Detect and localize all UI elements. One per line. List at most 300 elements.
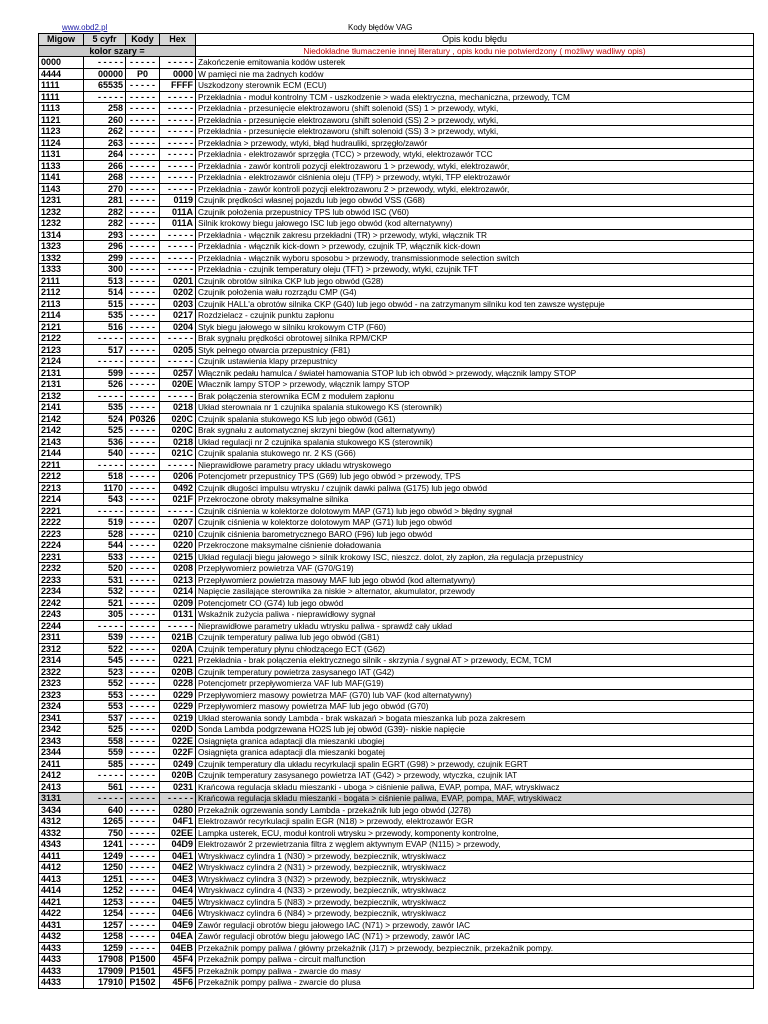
cell-kody: - - - - - <box>126 172 160 184</box>
table-row <box>39 839 754 851</box>
cell-5-cyfr: 531 <box>84 574 126 586</box>
table-row <box>39 609 754 621</box>
cell-5-cyfr: 518 <box>84 471 126 483</box>
cell-hex: - - - - - <box>160 137 196 149</box>
cell-migow: 4432 <box>39 931 84 943</box>
table-row <box>39 896 754 908</box>
table-row <box>39 931 754 943</box>
table-row <box>39 287 754 299</box>
cell-opis: Uszkodzony sterownik ECM (ECU) <box>196 80 754 92</box>
cell-opis: Przekładnia - zawór kontroli pozycji elektrozaworu 2 > przewody, wtyki, elektrozawór, <box>196 183 754 195</box>
cell-migow: 2323 <box>39 678 84 690</box>
cell-kody: - - - - - <box>126 425 160 437</box>
document-title: Kody błędów VAG <box>348 23 413 32</box>
cell-hex: - - - - - <box>160 114 196 126</box>
cell-opis: Czujnik obrotów silnika CKP lub jego obwód (G28) <box>196 275 754 287</box>
cell-migow: 2142 <box>39 425 84 437</box>
cell-hex: - - - - - <box>160 505 196 517</box>
cell-opis: Czujnik temperatury dla układu recyrkulacji spalin EGRT (G98) > przewody, czujnik EGRT <box>196 758 754 770</box>
cell-opis: Przepływomierz masowy powietrza MAF (G70) lub VAF (kod alternatywny) <box>196 689 754 701</box>
cell-kody: - - - - - <box>126 252 160 264</box>
cell-kody: - - - - - <box>126 689 160 701</box>
cell-opis: Przekładnia - moduł kontrolny TCM - uszkodzenie > wada elektryczna, mechaniczna, przewody, TCM <box>196 91 754 103</box>
cell-5-cyfr: 1265 <box>84 816 126 828</box>
cell-5-cyfr: 535 <box>84 310 126 322</box>
cell-kody: - - - - - <box>126 218 160 230</box>
cut-off-row <box>38 1020 753 1024</box>
cell-migow: 2243 <box>39 609 84 621</box>
cell-kody: - - - - - <box>126 183 160 195</box>
table-row <box>39 574 754 586</box>
cell-hex: 0229 <box>160 701 196 713</box>
column-header-opis: Opis kodu błędu <box>196 34 754 46</box>
cell-migow: 2112 <box>39 287 84 299</box>
cell-5-cyfr: 299 <box>84 252 126 264</box>
cell-hex: 020C <box>160 425 196 437</box>
cell-migow: 2312 <box>39 643 84 655</box>
cell-hex: 0492 <box>160 482 196 494</box>
cell-migow: 2413 <box>39 781 84 793</box>
table-row <box>39 80 754 92</box>
error-codes-table <box>38 33 754 989</box>
cell-opis: Przekładnia - włącznik wyboru sposobu > przewody, transmissionmode selection switch <box>196 252 754 264</box>
table-row <box>39 528 754 540</box>
cell-migow: 4413 <box>39 873 84 885</box>
cell-migow: 1121 <box>39 114 84 126</box>
cell-opis: Wskaźnik zużycia paliwa - nieprawidłowy sygnał <box>196 609 754 621</box>
cell-5-cyfr: 522 <box>84 643 126 655</box>
cell-5-cyfr: 537 <box>84 712 126 724</box>
cell-opis: Rozdzielacz - czujnik punktu zapłonu <box>196 310 754 322</box>
cell-kody: P1500 <box>126 954 160 966</box>
cell-opis: Przepływomierz powietrza VAF (G70/G19) <box>196 563 754 575</box>
cell-migow: 1123 <box>39 126 84 138</box>
cell-opis: Sonda Lambda podgrzewana HO2S lub jej obwód (G39)- niskie napięcie <box>196 724 754 736</box>
cell-5-cyfr: - - - - - <box>84 770 126 782</box>
cell-migow: 2221 <box>39 505 84 517</box>
cell-hex: - - - - - <box>160 620 196 632</box>
cell-5-cyfr: 17910 <box>84 977 126 989</box>
cell-migow: 2113 <box>39 298 84 310</box>
cell-opis: Przekładnia > przewody, wtyki, błąd hudrauliki, sprzęgło/zawór <box>196 137 754 149</box>
cell-5-cyfr: 519 <box>84 517 126 529</box>
cell-hex: 020A <box>160 643 196 655</box>
cell-5-cyfr: 640 <box>84 804 126 816</box>
cell-5-cyfr: 1249 <box>84 850 126 862</box>
table-row <box>39 770 754 782</box>
table-row <box>39 701 754 713</box>
cell-5-cyfr: 539 <box>84 632 126 644</box>
cell-hex: - - - - - <box>160 459 196 471</box>
cell-hex: 04E5 <box>160 896 196 908</box>
cell-5-cyfr: 599 <box>84 367 126 379</box>
table-row <box>39 126 754 138</box>
cell-opis: Osiągnięta granica adaptacji dla mieszanki bogatej <box>196 747 754 759</box>
cell-opis: Czujnik temperatury paliwa lub jego obwód (G81) <box>196 632 754 644</box>
cell-kody: - - - - - <box>126 655 160 667</box>
cell-5-cyfr: - - - - - <box>84 57 126 69</box>
cell-migow: 2233 <box>39 574 84 586</box>
cell-migow: 2242 <box>39 597 84 609</box>
table-row <box>39 333 754 345</box>
table-row <box>39 977 754 989</box>
legend-warning: Niedokładne tłumaczenie innej literatury , opis kodu nie potwierdzony ( możliwy wadliwy opis) <box>196 45 754 57</box>
cell-kody: - - - - - <box>126 264 160 276</box>
cell-kody: - - - - - <box>126 574 160 586</box>
table-row <box>39 68 754 80</box>
cell-migow: 1231 <box>39 195 84 207</box>
cell-5-cyfr: 1170 <box>84 482 126 494</box>
cell-kody: - - - - - <box>126 436 160 448</box>
cell-5-cyfr: 262 <box>84 126 126 138</box>
cell-5-cyfr: 553 <box>84 701 126 713</box>
cell-5-cyfr: 525 <box>84 425 126 437</box>
cell-kody: - - - - - <box>126 551 160 563</box>
cell-opis: Czujnik ciśnienia barometrycznego BARO (F96) lub jego obwód <box>196 528 754 540</box>
cell-migow: 2111 <box>39 275 84 287</box>
cell-migow: 2143 <box>39 436 84 448</box>
cell-kody: - - - - - <box>126 896 160 908</box>
cell-hex: 04E3 <box>160 873 196 885</box>
cell-opis: Styk pełnego otwarcia przepustnicy (F81) <box>196 344 754 356</box>
table-row <box>39 908 754 920</box>
cell-migow: 1133 <box>39 160 84 172</box>
cell-kody: - - - - - <box>126 482 160 494</box>
table-row <box>39 356 754 368</box>
cell-kody: - - - - - <box>126 885 160 897</box>
cell-migow: 2322 <box>39 666 84 678</box>
table-row <box>39 402 754 414</box>
cell-5-cyfr: 17909 <box>84 965 126 977</box>
table-row <box>39 298 754 310</box>
cell-migow: 2142 <box>39 413 84 425</box>
cell-kody: - - - - - <box>126 724 160 736</box>
cell-migow: 1232 <box>39 218 84 230</box>
table-row <box>39 379 754 391</box>
cell-opis: Układ regulacji biegu jałowego > silnik krokowy ISC, nieszcz. dolot, zły zapłon, zła regulacja przepustnicy <box>196 551 754 563</box>
cell-migow: 2222 <box>39 517 84 529</box>
cell-kody: - - - - - <box>126 126 160 138</box>
cell-hex: - - - - - <box>160 172 196 184</box>
cell-opis: Brak sygnału z automatycznej skrzyni biegów (kod alternatywny) <box>196 425 754 437</box>
table-row <box>39 597 754 609</box>
table-row <box>39 540 754 552</box>
cell-5-cyfr: 533 <box>84 551 126 563</box>
cell-5-cyfr: 520 <box>84 563 126 575</box>
cell-kody: - - - - - <box>126 229 160 241</box>
cell-migow: 4421 <box>39 896 84 908</box>
cell-hex: 0202 <box>160 287 196 299</box>
cell-opis: Potencjometr przepustnicy TPS (G69) lub jego obwód > przewody, TPS <box>196 471 754 483</box>
cell-hex: 0221 <box>160 655 196 667</box>
cell-migow: 2231 <box>39 551 84 563</box>
table-row <box>39 735 754 747</box>
cell-migow: 2132 <box>39 390 84 402</box>
cell-kody: - - - - - <box>126 160 160 172</box>
cell-kody: - - - - - <box>126 149 160 161</box>
table-row <box>39 160 754 172</box>
cell-5-cyfr: 1257 <box>84 919 126 931</box>
cell-opis: Napięcie zasilające sterownika za niskie > alternator, akumulator, przewody <box>196 586 754 598</box>
table-row <box>39 643 754 655</box>
cell-5-cyfr: - - - - - <box>84 505 126 517</box>
cell-5-cyfr: 552 <box>84 678 126 690</box>
cell-opis: Nieprawidłowe parametry układu wtrysku paliwa - sprawdź cały układ <box>196 620 754 632</box>
cell-migow: 1131 <box>39 149 84 161</box>
table-row <box>39 103 754 115</box>
cell-hex: - - - - - <box>160 91 196 103</box>
cell-kody: - - - - - <box>126 333 160 345</box>
table-row <box>39 310 754 322</box>
cell-opis: Czujnik temperatury powietrza zasysanego IAT (G42) <box>196 666 754 678</box>
cell-hex: - - - - - <box>160 241 196 253</box>
legend-row <box>39 45 754 57</box>
cell-5-cyfr: 528 <box>84 528 126 540</box>
cell-migow: 4433 <box>39 954 84 966</box>
cell-migow: 1232 <box>39 206 84 218</box>
table-row <box>39 620 754 632</box>
cell-kody: P0326 <box>126 413 160 425</box>
cell-5-cyfr: 266 <box>84 160 126 172</box>
cell-migow: 1332 <box>39 252 84 264</box>
cell-migow: 2212 <box>39 471 84 483</box>
column-header-migow: Migow <box>39 34 84 46</box>
cell-migow: 2121 <box>39 321 84 333</box>
cell-opis: Czujnik prędkości własnej pojazdu lub jego obwód VSS (G68) <box>196 195 754 207</box>
cell-migow: 4414 <box>39 885 84 897</box>
cell-hex: - - - - - <box>160 229 196 241</box>
cell-opis: Wtryskiwacz cylindra 4 (N33) > przewody, bezpiecznik, wtryskiwacz <box>196 885 754 897</box>
cell-hex: 0208 <box>160 563 196 575</box>
cell-migow: 0000 <box>39 57 84 69</box>
cell-5-cyfr: 293 <box>84 229 126 241</box>
cell-5-cyfr: 544 <box>84 540 126 552</box>
cell-opis: Czujnik temperatury płynu chłodzącego ECT (G62) <box>196 643 754 655</box>
cell-opis: Przekroczone obroty maksymalne silnika <box>196 494 754 506</box>
cell-hex: - - - - - <box>160 264 196 276</box>
cell-opis: Przekładnia - czujnik temperatury oleju (TFT) > przewody, wtyki, czujnik TFT <box>196 264 754 276</box>
cell-kody: - - - - - <box>126 321 160 333</box>
cell-opis: Układ sterownaia nr 1 czujnika spalania stukowego KS (sterownik) <box>196 402 754 414</box>
cell-hex: - - - - - <box>160 183 196 195</box>
document-header <box>38 0 753 33</box>
cell-kody: - - - - - <box>126 678 160 690</box>
cell-migow: 2211 <box>39 459 84 471</box>
table-row <box>39 149 754 161</box>
cell-hex: 0220 <box>160 540 196 552</box>
cell-kody: - - - - - <box>126 620 160 632</box>
cell-5-cyfr: 65535 <box>84 80 126 92</box>
cell-hex: 0201 <box>160 275 196 287</box>
cell-hex: 0228 <box>160 678 196 690</box>
cell-hex: 0229 <box>160 689 196 701</box>
table-row <box>39 954 754 966</box>
cell-kody: - - - - - <box>126 137 160 149</box>
cell-5-cyfr: 268 <box>84 172 126 184</box>
table-row <box>39 390 754 402</box>
cell-migow: 2114 <box>39 310 84 322</box>
cell-5-cyfr: - - - - - <box>84 793 126 805</box>
cell-opis: Układ regulacji nr 2 czujnika spalania stukowego KS (sterownik) <box>196 436 754 448</box>
table-row <box>39 873 754 885</box>
cell-5-cyfr: 521 <box>84 597 126 609</box>
cell-5-cyfr: 1259 <box>84 942 126 954</box>
cell-hex: - - - - - <box>160 356 196 368</box>
cell-5-cyfr: 1252 <box>84 885 126 897</box>
cell-hex: 04E2 <box>160 862 196 874</box>
cell-migow: 1333 <box>39 264 84 276</box>
cell-hex: 0217 <box>160 310 196 322</box>
cell-opis: Czujnik położenia przepustnicy TPS lub obwód ISC (V60) <box>196 206 754 218</box>
cell-migow: 1113 <box>39 103 84 115</box>
table-row <box>39 885 754 897</box>
cell-5-cyfr: 524 <box>84 413 126 425</box>
cell-hex: 020E <box>160 379 196 391</box>
cell-5-cyfr: 1251 <box>84 873 126 885</box>
cell-hex: 0218 <box>160 402 196 414</box>
cell-5-cyfr: - - - - - <box>84 620 126 632</box>
cell-5-cyfr: 553 <box>84 689 126 701</box>
cell-5-cyfr: 532 <box>84 586 126 598</box>
cell-migow: 4433 <box>39 942 84 954</box>
cell-opis: Przekaźnik pompy paliwa / główny przekaźnik (J17) > przewody, bezpiecznik, przekaźnik pompy. <box>196 942 754 954</box>
cell-5-cyfr: 270 <box>84 183 126 195</box>
cell-kody: - - - - - <box>126 448 160 460</box>
cell-hex: 0249 <box>160 758 196 770</box>
cell-opis: Wtryskiwacz cylindra 5 (N83) > przewody, bezpiecznik, wtryskiwacz <box>196 896 754 908</box>
cell-5-cyfr: 585 <box>84 758 126 770</box>
cell-5-cyfr: 00000 <box>84 68 126 80</box>
table-row <box>39 494 754 506</box>
legend-label: kolor szary = <box>39 45 196 57</box>
site-link[interactable]: www.obd2.pl <box>62 23 108 32</box>
cell-opis: Czujnik ciśnienia w kolektorze dolotowym MAP (G71) lub jego obwód > błędny sygnał <box>196 505 754 517</box>
cell-kody: - - - - - <box>126 827 160 839</box>
header-row <box>39 34 754 46</box>
table-row <box>39 195 754 207</box>
table-row <box>39 816 754 828</box>
table-row <box>39 264 754 276</box>
cell-migow: 1314 <box>39 229 84 241</box>
cell-kody: - - - - - <box>126 735 160 747</box>
table-row <box>39 942 754 954</box>
cell-migow: 1143 <box>39 183 84 195</box>
cell-5-cyfr: 281 <box>84 195 126 207</box>
cell-kody: - - - - - <box>126 942 160 954</box>
table-row <box>39 793 754 805</box>
cell-opis: Styk biegu jałowego w silniku krokowym CTP (F60) <box>196 321 754 333</box>
cell-hex: 0206 <box>160 471 196 483</box>
table-row <box>39 632 754 644</box>
cell-kody: - - - - - <box>126 57 160 69</box>
cell-opis: Brak sygnału prędkości obrotowej silnika RPM/CKP <box>196 333 754 345</box>
table-row <box>39 712 754 724</box>
cell-opis: Wtryskiwacz cylindra 2 (N31) > przewody, bezpiecznik, wtryskiwacz <box>196 862 754 874</box>
cell-hex: 0205 <box>160 344 196 356</box>
column-header-5-cyfr: 5 cyfr <box>84 34 126 46</box>
cell-opis: Wtryskiwacz cylindra 3 (N32) > przewody, bezpiecznik, wtryskiwacz <box>196 873 754 885</box>
cell-opis: Przekładnia - przesunięcie elektrozaworu (shift solenoid (SS) 3 > przewody, wtyki, <box>196 126 754 138</box>
cell-5-cyfr: 536 <box>84 436 126 448</box>
cell-opis: Przekładnia - przesunięcie elektrozaworu (shift solenoid (SS) 1 > przewody, wtyki, <box>196 103 754 115</box>
cell-opis: Przekroczone maksymalne ciśnienie doładowania <box>196 540 754 552</box>
cell-hex: 04F1 <box>160 816 196 828</box>
cell-migow: 2123 <box>39 344 84 356</box>
cell-kody: - - - - - <box>126 402 160 414</box>
cell-5-cyfr: 513 <box>84 275 126 287</box>
table-row <box>39 471 754 483</box>
cell-kody: - - - - - <box>126 540 160 552</box>
cell-migow: 1111 <box>39 80 84 92</box>
cell-hex: 011A <box>160 218 196 230</box>
table-row <box>39 448 754 460</box>
cell-kody: - - - - - <box>126 528 160 540</box>
cell-opis: Brak połączenia sterownika ECM z modułem zapłonu <box>196 390 754 402</box>
cell-hex: 0280 <box>160 804 196 816</box>
cell-5-cyfr: 282 <box>84 206 126 218</box>
table-row <box>39 758 754 770</box>
cell-migow: 1124 <box>39 137 84 149</box>
cell-hex: 020B <box>160 666 196 678</box>
cell-opis: Przekaźnik pompy paliwa - circuit malfunction <box>196 954 754 966</box>
cell-opis: Elektrozawór recyrkulacji spalin EGR (N18) > przewody, elektrozawór EGR <box>196 816 754 828</box>
table-row <box>39 482 754 494</box>
cell-migow: 2124 <box>39 356 84 368</box>
cell-kody: - - - - - <box>126 195 160 207</box>
cell-kody: P1501 <box>126 965 160 977</box>
cell-5-cyfr: 517 <box>84 344 126 356</box>
cell-hex: - - - - - <box>160 126 196 138</box>
cell-opis: Czujnik ustawienia klapy przepustnicy <box>196 356 754 368</box>
cell-kody: P1502 <box>126 977 160 989</box>
cell-migow: 2232 <box>39 563 84 575</box>
cell-kody: - - - - - <box>126 563 160 575</box>
cell-hex: - - - - - <box>160 252 196 264</box>
cell-migow: 4444 <box>39 68 84 80</box>
table-row <box>39 321 754 333</box>
cell-kody: - - - - - <box>126 747 160 759</box>
cell-5-cyfr: 526 <box>84 379 126 391</box>
cell-hex: 04EB <box>160 942 196 954</box>
cell-hex: 0231 <box>160 781 196 793</box>
cell-opis: Lampka usterek, ECU, moduł kontroli wtrysku > przewody, komponenty kontrolne, <box>196 827 754 839</box>
cell-opis: Osiągnięta granica adaptacji dla mieszanki ubogiej <box>196 735 754 747</box>
column-header-kody: Kody <box>126 34 160 46</box>
cell-kody: - - - - - <box>126 517 160 529</box>
cell-hex: 022E <box>160 735 196 747</box>
cell-5-cyfr: 282 <box>84 218 126 230</box>
cell-kody: - - - - - <box>126 908 160 920</box>
cell-opis: Przekaźnik ogrzewania sondy Lambda - przekaźnik lub jego obwód (J278) <box>196 804 754 816</box>
cell-hex: 0215 <box>160 551 196 563</box>
cell-migow: 2311 <box>39 632 84 644</box>
cell-5-cyfr: - - - - - <box>84 333 126 345</box>
cell-5-cyfr: 17908 <box>84 954 126 966</box>
cell-opis: Przekaźnik pompy paliwa - zwarcie do plusa <box>196 977 754 989</box>
column-header-hex: Hex <box>160 34 196 46</box>
cell-opis: Elektrozawór 2 przewietrzania filtra z węglem aktywnym EVAP (N115) > przewody, <box>196 839 754 851</box>
cell-opis: Układ sterowania sondy Lambda - brak wskazań > bogata mieszanka lub poza zakresem <box>196 712 754 724</box>
cell-5-cyfr: 523 <box>84 666 126 678</box>
cell-opis: Potencjometr CO (G74) lub jego obwód <box>196 597 754 609</box>
cell-5-cyfr: 1258 <box>84 931 126 943</box>
cell-hex: 020B <box>160 770 196 782</box>
cell-kody: - - - - - <box>126 701 160 713</box>
cell-kody: - - - - - <box>126 356 160 368</box>
cell-hex: 02EE <box>160 827 196 839</box>
cell-hex: 011A <box>160 206 196 218</box>
cell-kody: - - - - - <box>126 91 160 103</box>
